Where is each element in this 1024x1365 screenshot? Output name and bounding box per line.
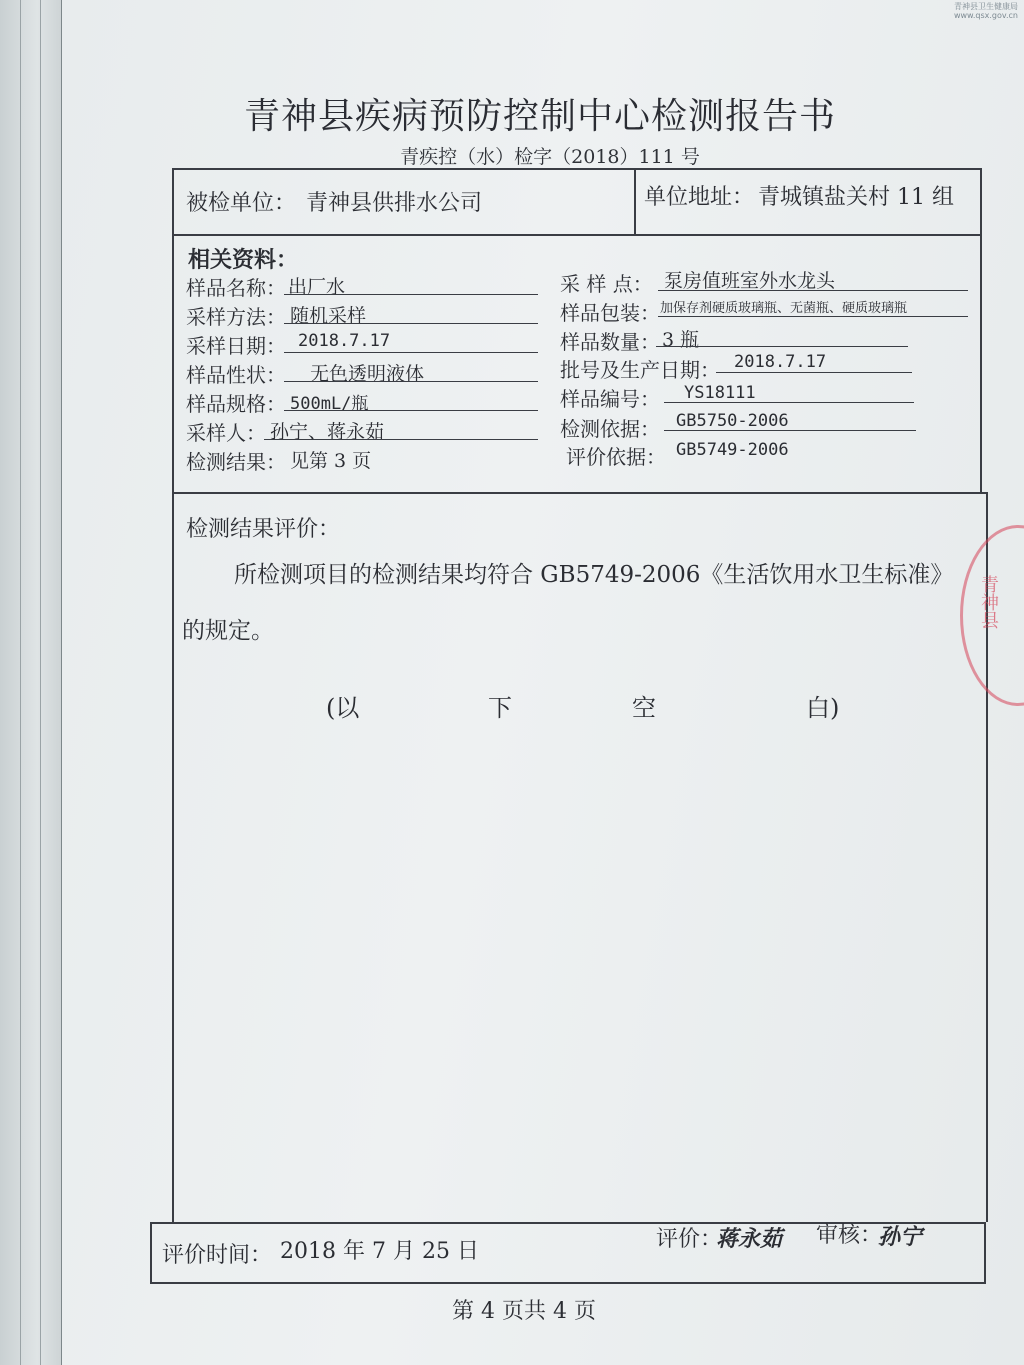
evaluation-date-value: 2018 年 7 月 25 日 xyxy=(280,1239,479,1264)
sampling-point-value: 泵房值班室外水龙头 xyxy=(664,270,836,292)
batch-date-label: 批号及生产日期： xyxy=(560,358,720,382)
sampling-date-value: 2018.7.17 xyxy=(298,331,391,351)
sample-number-value: YS18111 xyxy=(684,383,756,403)
blank-marker-2: 下 xyxy=(488,694,512,722)
evaluator-label: 评价： xyxy=(656,1227,723,1252)
sample-name-label: 样品名称： xyxy=(186,276,286,300)
sample-name-value: 出厂水 xyxy=(288,276,346,298)
sample-character-label: 样品性状： xyxy=(186,363,286,387)
reviewer-signature: 孙宁 xyxy=(878,1224,923,1250)
evaluation-box xyxy=(172,492,988,1222)
blank-marker-1: (以 xyxy=(326,694,360,722)
sampling-method-value: 随机采样 xyxy=(290,305,367,327)
sample-spec-label: 样品规格： xyxy=(186,392,286,416)
reviewer-label: 审核： xyxy=(816,1223,883,1248)
unit-value: 青神县供排水公司 xyxy=(306,191,483,216)
evaluation-basis-value: GB5749-2006 xyxy=(676,440,789,460)
batch-date-value: 2018.7.17 xyxy=(734,352,827,372)
unit-label: 被检单位： xyxy=(186,191,297,216)
evaluator-signature: 蒋永茹 xyxy=(716,1226,783,1252)
quantity-label: 样品数量： xyxy=(560,330,660,354)
seal-text: 青神县 xyxy=(978,575,999,629)
sampling-point-label: 采 样 点： xyxy=(560,272,653,296)
watermark: 青神县卫生健康局 www.qsx.gov.cn xyxy=(953,2,1018,20)
address-value: 青城镇盐关村 11 组 xyxy=(758,185,954,210)
sample-character-value: 无色透明液体 xyxy=(310,363,425,385)
page-number: 第 4 页共 4 页 xyxy=(452,1299,596,1324)
evaluation-basis-label: 评价依据： xyxy=(566,445,666,469)
test-result-label: 检测结果： xyxy=(186,450,286,474)
evaluation-label: 检测结果评价： xyxy=(186,517,341,542)
evaluation-date-label: 评价时间： xyxy=(162,1243,273,1268)
section-label: 相关资料： xyxy=(188,247,299,273)
sampler-value: 孙宁、蒋永茹 xyxy=(270,421,385,443)
sample-spec-value: 500mL/瓶 xyxy=(290,394,369,414)
document-number: 青疾控（水）检字（2018）111 号 xyxy=(400,146,700,168)
sampler-label: 采样人： xyxy=(186,421,266,445)
quantity-value: 3 瓶 xyxy=(662,329,700,351)
address-label: 单位地址： xyxy=(644,185,755,210)
sample-number-label: 样品编号： xyxy=(560,387,660,411)
report-title: 青神县疾病预防控制中心检测报告书 xyxy=(243,96,836,137)
test-basis-value: GB5750-2006 xyxy=(676,411,789,431)
packaging-value: 加保存剂硬质玻璃瓶、无菌瓶、硬质玻璃瓶 xyxy=(660,301,908,316)
test-basis-label: 检测依据： xyxy=(560,417,660,441)
sampling-date-label: 采样日期： xyxy=(186,334,286,358)
binding-strip xyxy=(0,0,62,1365)
evaluation-line-1: 所检测项目的检测结果均符合 GB5749-2006《生活饮用水卫生标准》 xyxy=(234,562,954,588)
blank-marker-3: 空 xyxy=(632,694,656,722)
test-result-value: 见第 3 页 xyxy=(290,450,372,472)
blank-marker-4: 白) xyxy=(806,694,840,722)
packaging-label: 样品包装： xyxy=(560,301,660,325)
sampling-method-label: 采样方法： xyxy=(186,305,286,329)
evaluation-line-2: 的规定。 xyxy=(182,618,274,644)
